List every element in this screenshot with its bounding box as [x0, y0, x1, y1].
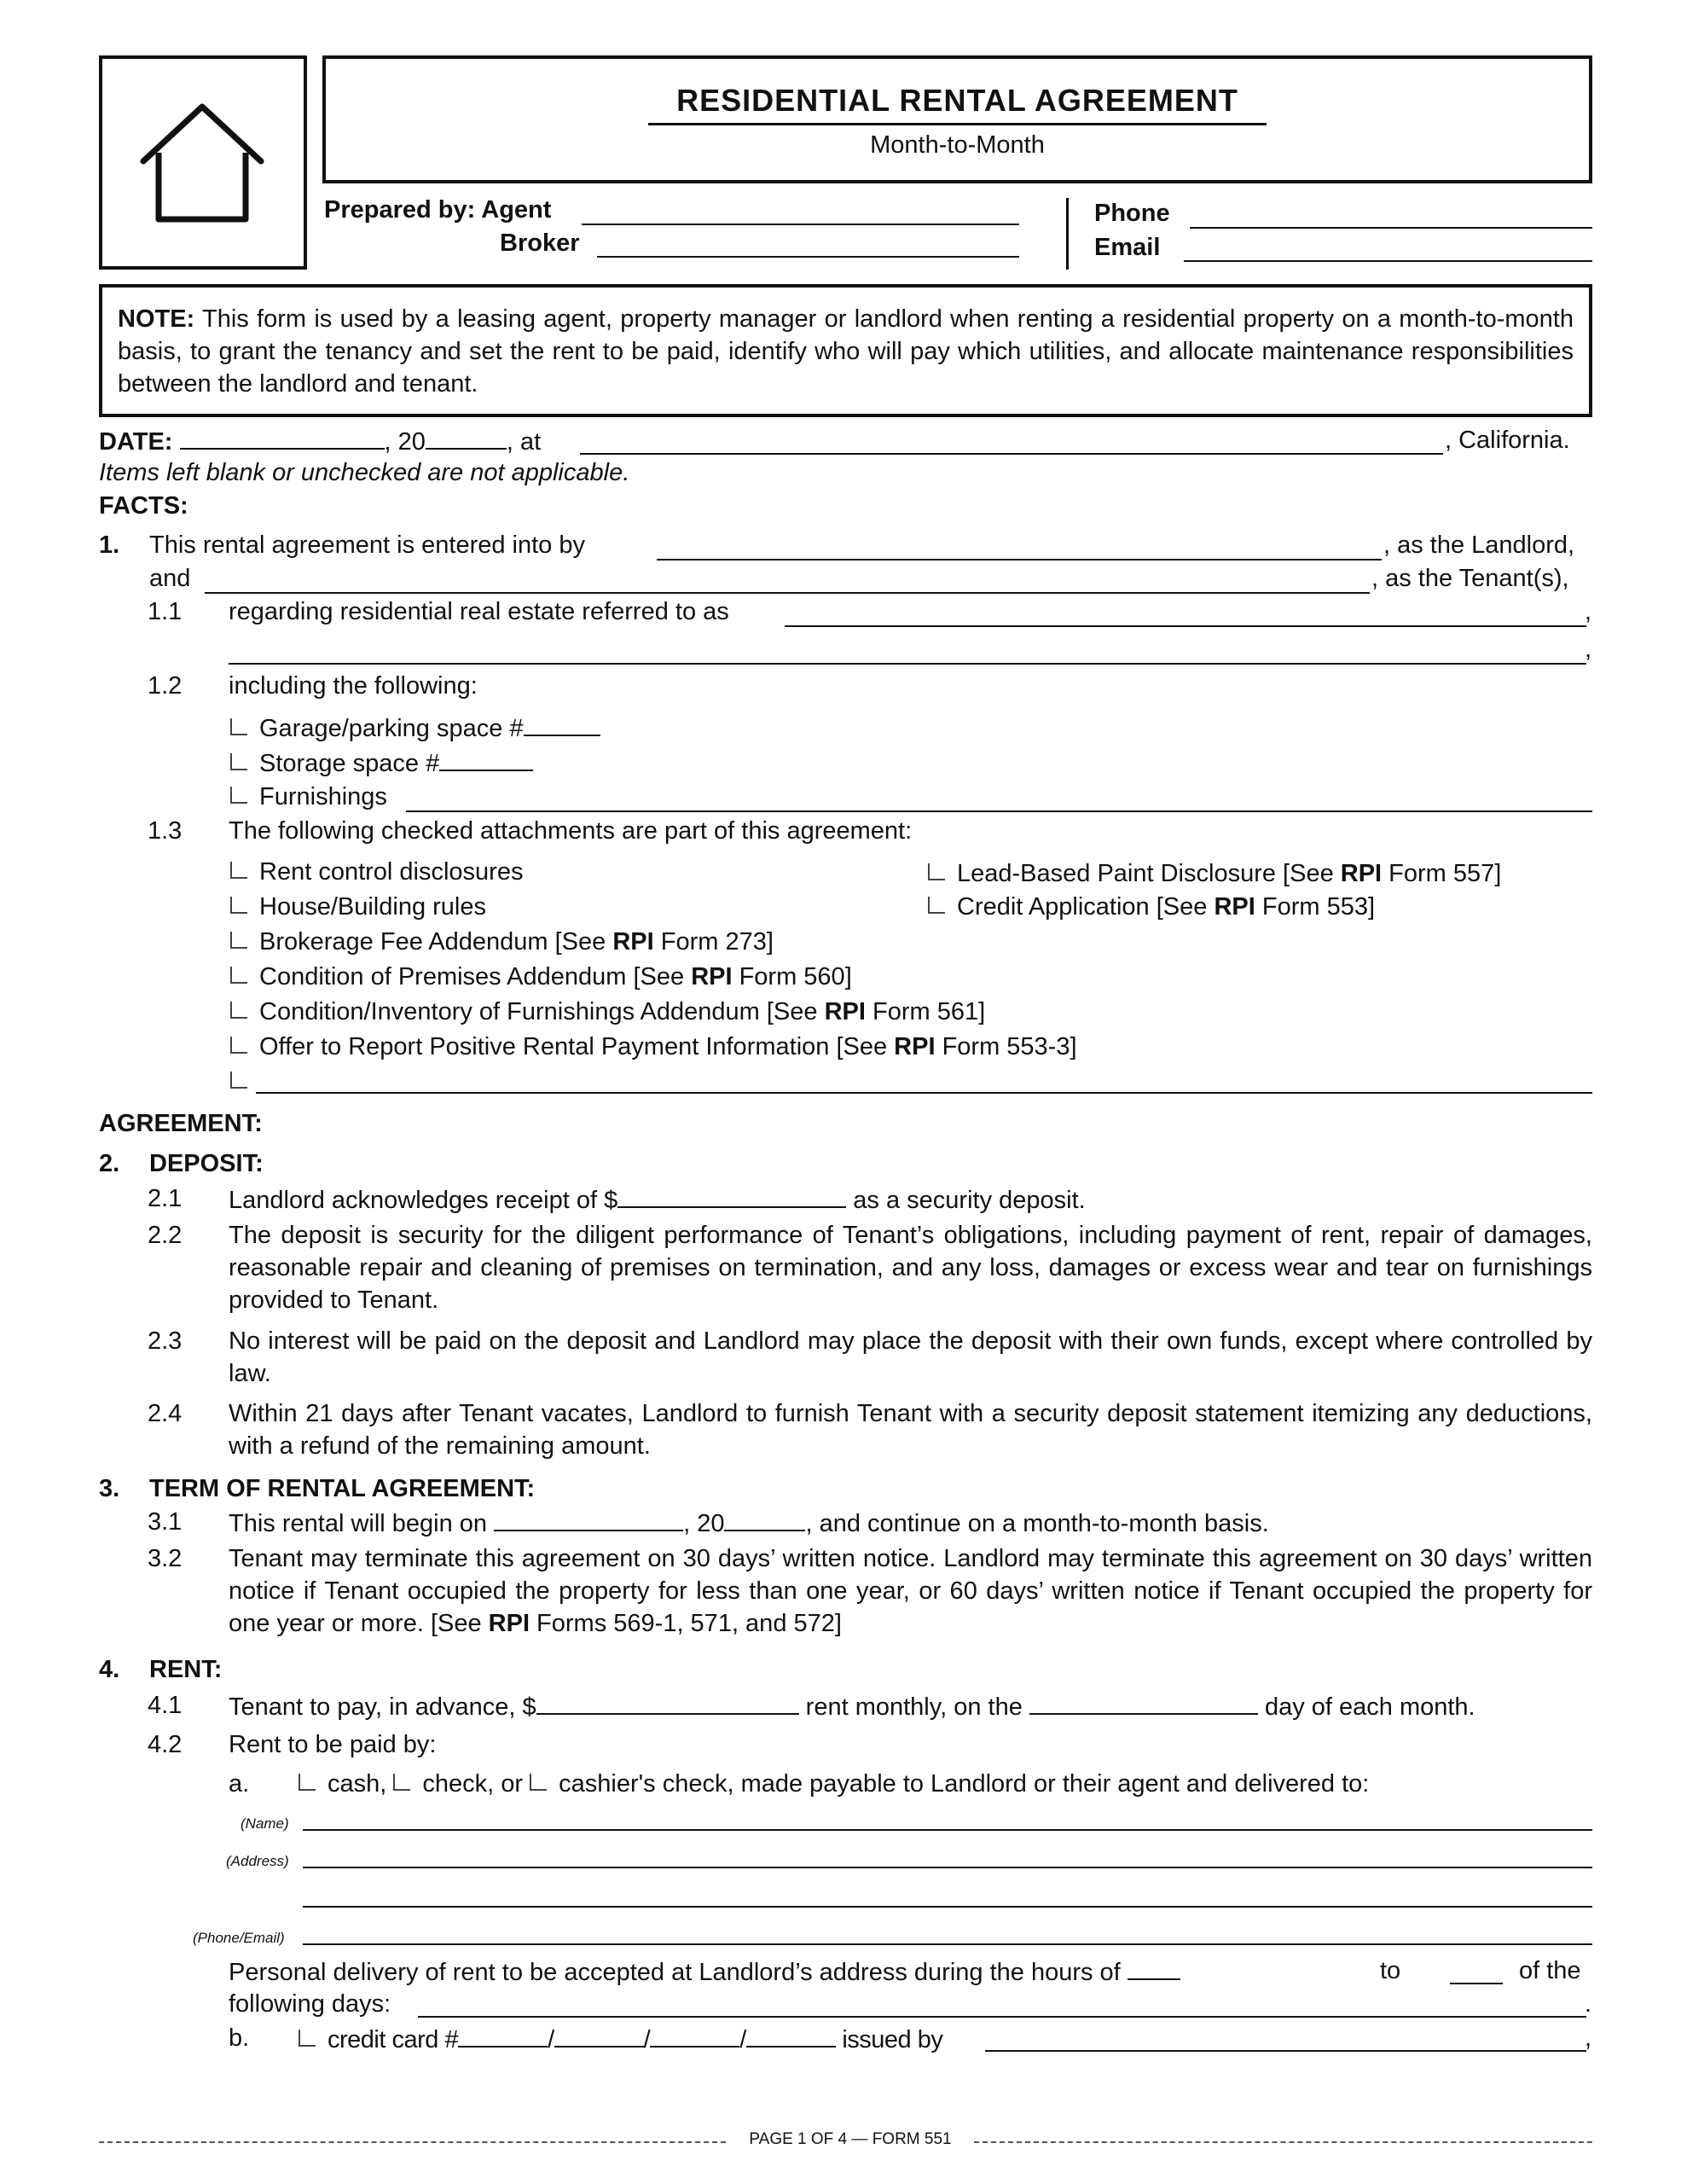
- as-tenant: , as the Tenant(s),: [1371, 565, 1569, 592]
- cashiers-check-checkbox[interactable]: [530, 1774, 547, 1791]
- s24-number: 2.4: [148, 1400, 183, 1427]
- s13-number: 1.3: [148, 817, 183, 845]
- date-field[interactable]: [180, 424, 385, 450]
- s13-text: The following checked attachments are part of this agreement:: [229, 817, 913, 845]
- phone-field[interactable]: [1190, 227, 1592, 229]
- agreement-heading: AGREEMENT:: [99, 1110, 263, 1137]
- name-label: (Name): [241, 1815, 289, 1832]
- check-checkbox[interactable]: [393, 1774, 410, 1791]
- as-landlord: , as the Landlord,: [1383, 531, 1575, 559]
- garage-checkbox[interactable]: [230, 718, 247, 735]
- page-title: RESIDENTIAL RENTAL AGREEMENT: [676, 83, 1238, 118]
- credit-card-row: credit card # / / / issued by: [299, 2022, 942, 2056]
- cash-checkbox[interactable]: [299, 1774, 316, 1791]
- s23-text: No interest will be paid on the deposit and Landlord may place the deposit with their own funds, except where controlled by law.: [229, 1327, 1592, 1387]
- address-field-2[interactable]: [303, 1906, 1592, 1908]
- note-text: NOTE: This form is used by a leasing agent, property manager or landlord when renting a residential property on a month-to-month basis, to grant the tenancy and set the rent to be paid, identify who will pay which utilities, and allocate maintenance responsibilities between the landlord and tenant.: [118, 305, 1574, 398]
- to-text: to: [1380, 1957, 1401, 1984]
- tenant-field[interactable]: [205, 592, 1370, 594]
- rent-day-field[interactable]: [1029, 1689, 1258, 1715]
- start-year-field[interactable]: [724, 1506, 805, 1531]
- storage-checkbox[interactable]: [230, 753, 247, 770]
- facts-heading: FACTS:: [99, 492, 188, 520]
- period-text: .: [1585, 1990, 1592, 2018]
- att-house-rules[interactable]: House/Building rules: [230, 891, 486, 923]
- phone-email-label: (Phone/Email): [193, 1930, 285, 1946]
- s1-text: This rental agreement is entered into by: [149, 531, 585, 559]
- personal-delivery-text: Personal delivery of rent to be accepted at Landlord’s address during the hours of: [229, 1955, 1180, 1989]
- agent-field[interactable]: [582, 224, 1019, 225]
- comma-3: ,: [1585, 2024, 1592, 2052]
- comma-1: ,: [1585, 598, 1592, 625]
- s2-number: 2.: [99, 1150, 120, 1177]
- landlord-field[interactable]: [657, 559, 1382, 561]
- s42-number: 4.2: [148, 1731, 183, 1758]
- property-field-2[interactable]: [229, 663, 1586, 665]
- hours-from-field[interactable]: [1128, 1955, 1180, 1980]
- s21-text: Landlord acknowledges receipt of $ as a security deposit.: [229, 1182, 1086, 1217]
- phone-email-field[interactable]: [303, 1943, 1592, 1945]
- s32-number: 3.2: [148, 1545, 183, 1572]
- deposit-field[interactable]: [617, 1182, 846, 1208]
- s11-number: 1.1: [148, 598, 183, 625]
- att-credit[interactable]: Credit Application [See RPI Form 553]: [928, 891, 1375, 923]
- hours-to-field[interactable]: [1450, 1983, 1503, 1984]
- s31-number: 3.1: [148, 1508, 183, 1536]
- of-the-text: of the: [1519, 1957, 1581, 1984]
- att-brokerage[interactable]: Brokerage Fee Addendum [See RPI Form 273]: [230, 926, 774, 958]
- s22-text: The deposit is security for the diligent performance of Tenant’s obligations, including payment of rent, repair of damages, reasonable repair and cleaning of premises on termination, and any loss, damages or excess wear and tear on furnishings provided to Tenant.: [229, 1222, 1592, 1314]
- s22-number: 2.2: [148, 1222, 183, 1249]
- att-lead[interactable]: Lead-Based Paint Disclosure [See RPI Form 557]: [928, 857, 1501, 890]
- and-text: and: [149, 565, 191, 592]
- logo-box: [99, 55, 307, 270]
- s11-text: regarding residential real estate referred to as: [229, 598, 729, 625]
- garage-item[interactable]: Garage/parking space #: [230, 711, 600, 745]
- att-other-field[interactable]: [256, 1092, 1592, 1094]
- following-days-label: following days:: [229, 1990, 391, 2018]
- furnishings-checkbox[interactable]: [230, 787, 247, 804]
- att-other[interactable]: [230, 1066, 259, 1098]
- s41-number: 4.1: [148, 1692, 183, 1719]
- s4-title: RENT:: [149, 1656, 223, 1683]
- furnishings-field[interactable]: [406, 810, 1592, 812]
- att-offer[interactable]: Offer to Report Positive Rental Payment Information [See RPI Form 553-3]: [230, 1031, 1077, 1063]
- house-icon: [138, 100, 266, 228]
- s24-text: Within 21 days after Tenant vacates, Landlord to furnish Tenant with a security deposit statement itemizing any deductions, with a refund of the remaining amount.: [229, 1400, 1592, 1460]
- s3-number: 3.: [99, 1475, 120, 1502]
- property-field-1[interactable]: [785, 625, 1586, 627]
- issued-by-field[interactable]: [985, 2050, 1586, 2052]
- header-divider: [1066, 198, 1069, 270]
- furnishings-item[interactable]: Furnishings: [230, 781, 387, 813]
- address-field-1[interactable]: [303, 1867, 1592, 1868]
- s42-text: Rent to be paid by:: [229, 1731, 437, 1758]
- name-field[interactable]: [303, 1829, 1592, 1831]
- title-box: [322, 55, 1592, 183]
- following-days-field[interactable]: [418, 2016, 1586, 2018]
- broker-label: Broker: [500, 229, 580, 257]
- credit-card-checkbox[interactable]: [299, 2030, 316, 2047]
- phone-label: Phone: [1094, 200, 1170, 227]
- s12-text: including the following:: [229, 672, 478, 700]
- start-date-field[interactable]: [494, 1506, 683, 1531]
- comma-2: ,: [1585, 636, 1592, 663]
- b-number: b.: [229, 2024, 250, 2052]
- note-box: [99, 284, 1592, 417]
- footer-dashes-left: [99, 2141, 726, 2143]
- year-field[interactable]: [426, 424, 507, 450]
- s2-title: DEPOSIT:: [149, 1150, 264, 1177]
- att-inventory[interactable]: Condition/Inventory of Furnishings Addendum [See RPI Form 561]: [230, 996, 985, 1028]
- footer-text: PAGE 1 OF 4 — FORM 551: [749, 2130, 952, 2148]
- prepared-by-label: Prepared by: Agent: [324, 196, 552, 224]
- broker-field[interactable]: [597, 256, 1019, 258]
- a-number: a.: [229, 1770, 250, 1798]
- att-condition[interactable]: Condition of Premises Addendum [See RPI Form 560]: [230, 961, 852, 993]
- city-field[interactable]: [580, 453, 1443, 455]
- email-field[interactable]: [1184, 260, 1592, 262]
- s32-text: Tenant may terminate this agreement on 30 days’ written notice. Landlord may terminate this agreement on 30 days’ written notice if Tenant occupied the property for less than one year, or 60 days’ written notice if Tenant occupied the property for one year or more. [See RPI Forms 569-1, 571, and 572]: [229, 1545, 1592, 1637]
- address-label: (Address): [226, 1853, 289, 1869]
- s31-text: This rental will begin on , 20 , and continue on a month-to-month basis.: [229, 1506, 1269, 1540]
- s41-text: Tenant to pay, in advance, $ rent monthly, on the day of each month.: [229, 1689, 1592, 1723]
- s1-number: 1.: [99, 531, 120, 559]
- s4-number: 4.: [99, 1656, 120, 1683]
- blank-note: Items left blank or unchecked are not applicable.: [99, 459, 630, 486]
- storage-item[interactable]: Storage space #: [230, 746, 533, 780]
- payment-method-row: cash, check, or cashier's check, made payable to Landlord or their agent and delivered to:: [299, 1768, 1369, 1800]
- s12-number: 1.2: [148, 672, 183, 700]
- footer-dashes-right: [974, 2141, 1592, 2143]
- page-subtitle: Month-to-Month: [870, 131, 1045, 159]
- s3-title: TERM OF RENTAL AGREEMENT:: [149, 1475, 536, 1502]
- rent-amount-field[interactable]: [536, 1689, 799, 1715]
- state-text: , California.: [1445, 427, 1570, 454]
- email-label: Email: [1094, 234, 1161, 261]
- att-rent-control[interactable]: Rent control disclosures: [230, 856, 523, 888]
- s21-number: 2.1: [148, 1185, 183, 1212]
- s23-number: 2.3: [148, 1327, 183, 1355]
- date-line: DATE: , 20 , at: [99, 424, 1592, 458]
